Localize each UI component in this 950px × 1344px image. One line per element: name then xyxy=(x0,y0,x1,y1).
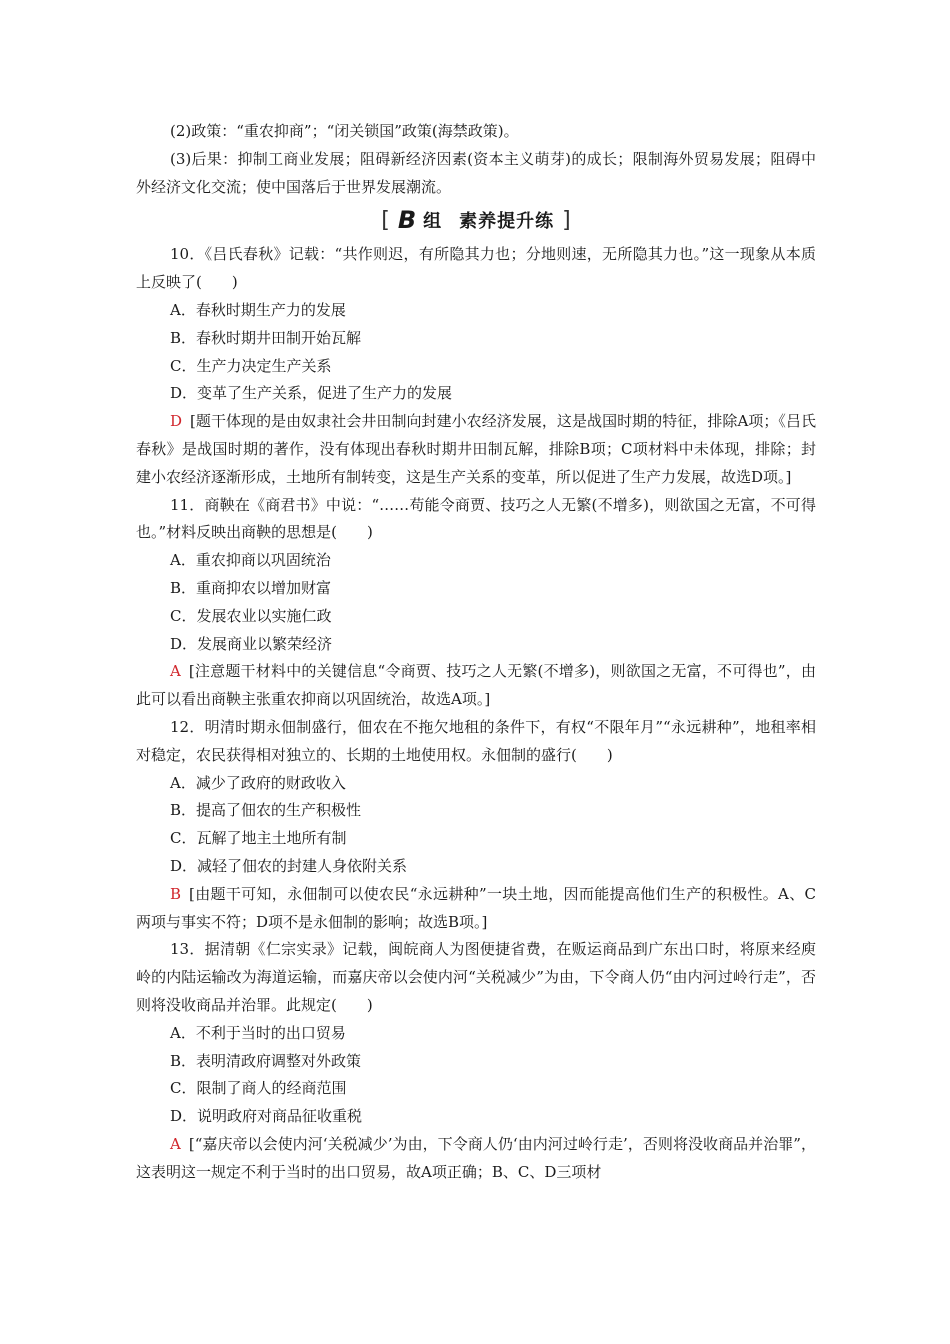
option-d: D．变革了生产关系，促进了生产力的发展 xyxy=(170,384,453,403)
section-banner xyxy=(136,203,816,237)
answer-letter: D xyxy=(170,412,183,431)
option-d: D．减轻了佃农的封建人身依附关系 xyxy=(170,856,408,875)
answer-letter: B xyxy=(170,884,182,903)
answer-letter: A xyxy=(170,1134,181,1153)
explanation-text: [注意题干材料中的关键信息“令商贾、技巧之人无繁(不增多)，则欲国之无富，不可得也”，由此可以看出商鞅主张重农抑商以巩固统治，故选A项。] xyxy=(136,662,816,709)
bracket-left: [ xyxy=(381,207,390,233)
option-c: C．发展农业以实施仁政 xyxy=(170,606,332,625)
intro-consequence: (3)后果：抑制工商业发展；阻碍新经济因素(资本主义萌芽)的成长；限制海外贸易发展；阻碍中外经济文化交流；使中国落后于世界发展潮流。 xyxy=(136,149,816,196)
question-stem: 11．商鞅在《商君书》中说：“……苟能令商贾、技巧之人无繁(不增多)，则欲国之无富，不可得也。”材料反映出商鞅的思想是( ) xyxy=(136,495,816,542)
section-title: 素养提升练 xyxy=(459,211,555,233)
explanation-text: [题干体现的是由奴隶社会井田制向封建小农经济发展，这是战国时期的特征，排除A项；《吕氏春秋》是战国时期的著作，没有体现出春秋时期井田制瓦解，排除B项；C项材料中未体现，排除；封建小农经济逐渐形成，土地所有制转变，这是生产关系的变革，所以促进了生产力发展，故选D项。] xyxy=(136,412,816,486)
option-a: A．不利于当时的出口贸易 xyxy=(170,1023,346,1042)
option-c: C．生产力决定生产关系 xyxy=(170,356,332,375)
explanation-text: [由题干可知，永佃制可以使农民“永远耕种”一块土地，因而能提高他们生产的积极性。A、C两项与事实不符；D项不是永佃制的影响；故选B项。] xyxy=(136,884,816,931)
option-b: B．春秋时期井田制开始瓦解 xyxy=(170,328,362,347)
question-stem: 12．明清时期永佃制盛行，佃农在不拖欠地租的条件下，有权“不限年月”“永远耕种”，地租率相对稳定，农民获得相对独立的、长期的土地使用权。永佃制的盛行( ) xyxy=(136,717,816,764)
explanation-text: [“嘉庆帝以会使内河‘关税减少’为由，下令商人仍‘由内河过岭行走’，否则将没收商品并治罪”，这表明这一规定不利于当时的出口贸易，故A项正确；B、C、D三项材 xyxy=(136,1134,816,1181)
question-12 xyxy=(136,714,816,936)
option-c: C．瓦解了地主土地所有制 xyxy=(170,829,347,848)
question-stem: 10．《吕氏春秋》记载：“共作则迟，有所隐其力也；分地则速，无所隐其力也。”这一现象从本质上反映了( ) xyxy=(136,245,816,292)
question-13 xyxy=(136,936,816,1186)
option-b: B．提高了佃农的生产积极性 xyxy=(170,801,362,820)
option-a: A．减少了政府的财政收入 xyxy=(170,773,346,792)
bracket-right: ] xyxy=(562,207,571,233)
answer-explanation xyxy=(136,1131,816,1187)
question-stem: 13．据清朝《仁宗实录》记载，闽皖商人为图便捷省费，在贩运商品到广东出口时，将原来经庾岭的内陆运输改为海道运输，而嘉庆帝以会使内河“关税减少”为由，下令商人仍“由内河过岭行走”，否则将没收商品并治罪。此规定( ) xyxy=(136,940,816,1014)
answer-explanation xyxy=(136,658,816,714)
document-page xyxy=(136,118,816,1186)
option-d: D．说明政府对商品征收重税 xyxy=(170,1107,363,1126)
option-a: A．重农抑商以巩固统治 xyxy=(170,551,331,570)
answer-explanation xyxy=(136,408,816,491)
intro-policy: (2)政策：“重农抑商”；“闭关锁国”政策(海禁政策)。 xyxy=(170,122,519,140)
option-b: B．重商抑农以增加财富 xyxy=(170,578,332,597)
group-letter: B xyxy=(397,206,416,235)
question-10 xyxy=(136,241,816,491)
option-d: D．发展商业以繁荣经济 xyxy=(170,634,333,653)
option-b: B．表明清政府调整对外政策 xyxy=(170,1051,362,1070)
group-label: 组 xyxy=(423,211,442,233)
answer-letter: A xyxy=(170,662,181,681)
question-11 xyxy=(136,492,816,714)
option-a: A．春秋时期生产力的发展 xyxy=(170,300,346,319)
answer-explanation xyxy=(136,881,816,937)
option-c: C．限制了商人的经商范围 xyxy=(170,1079,347,1098)
section-heading xyxy=(381,206,570,234)
